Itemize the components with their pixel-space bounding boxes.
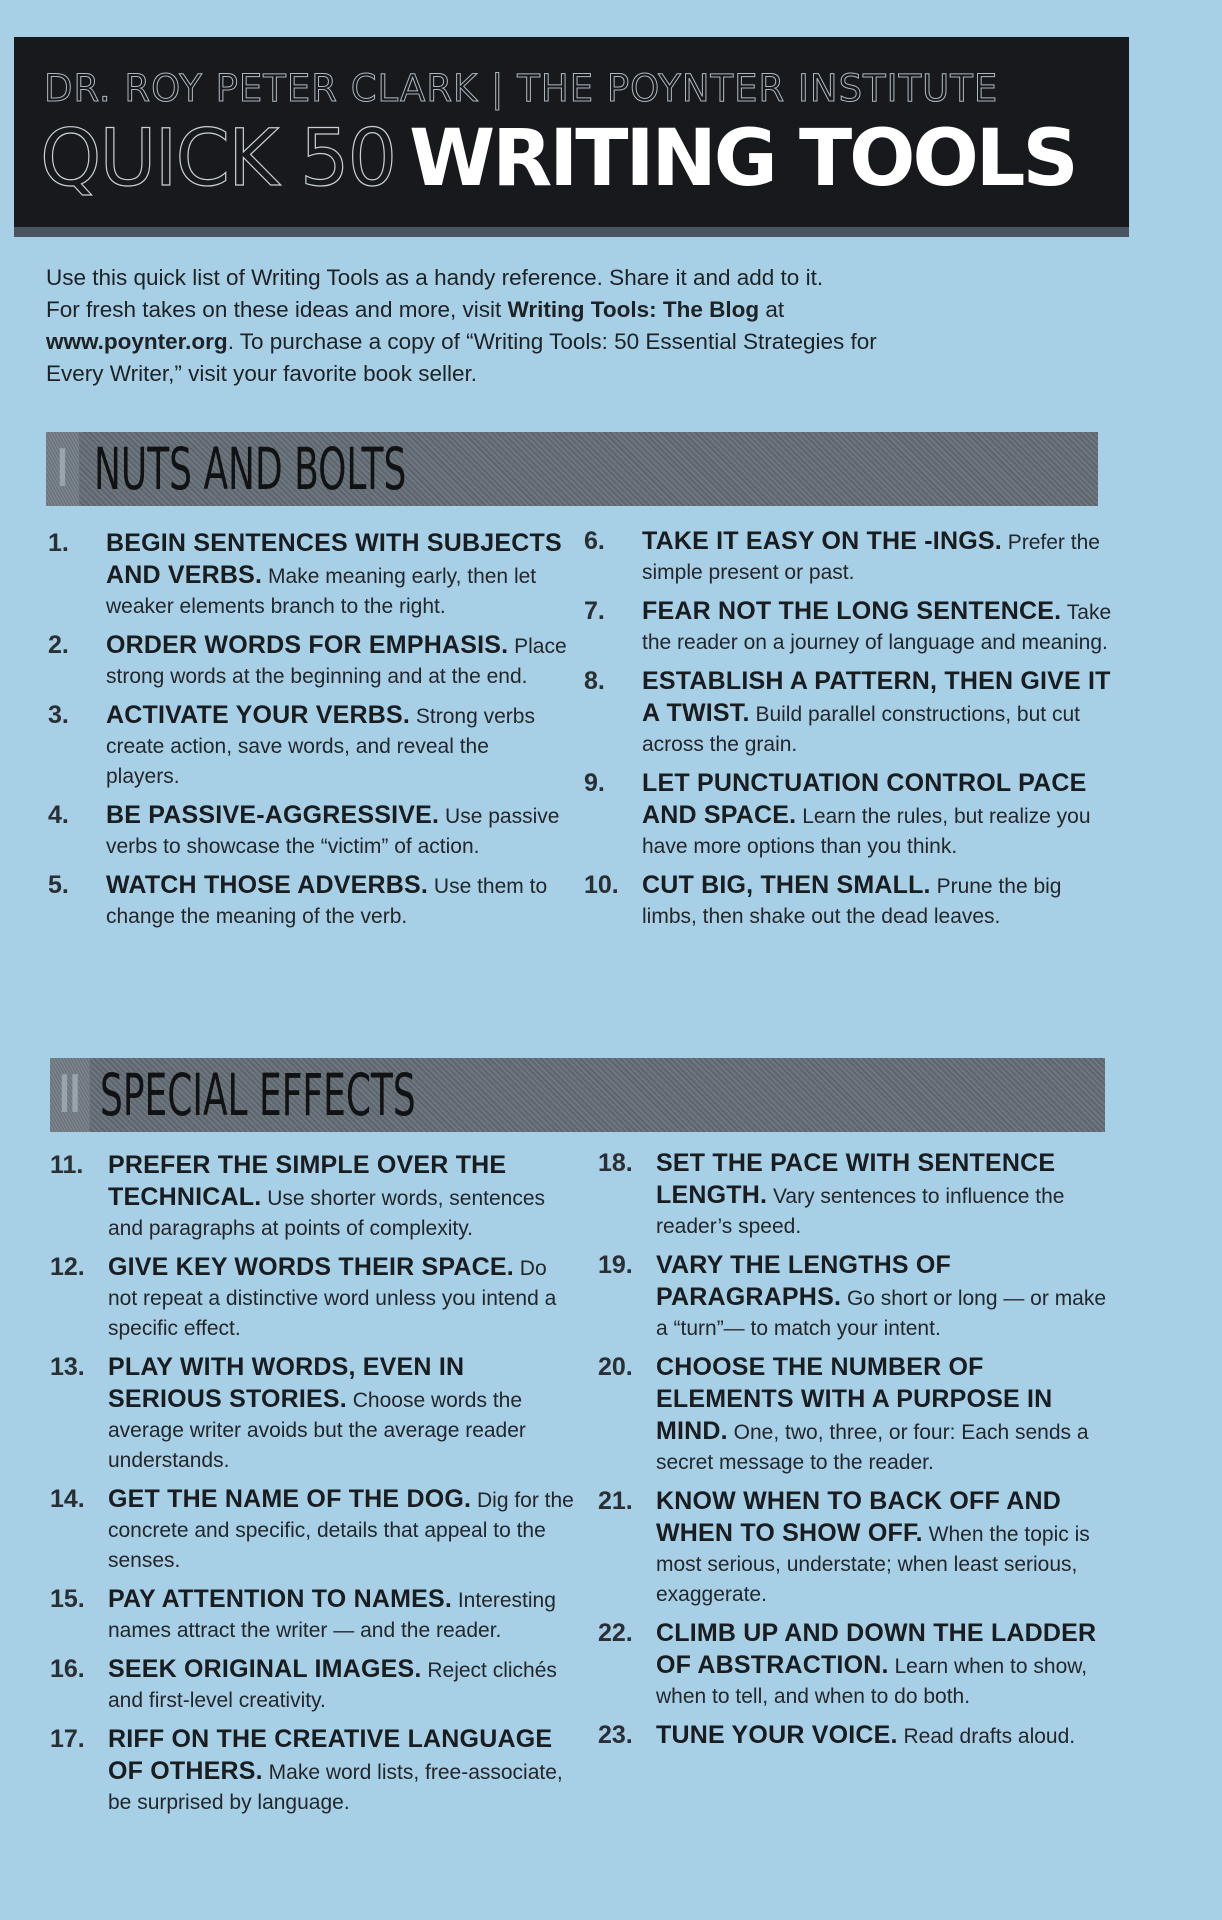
item-description: Go short or long — or make a “turn”— to match your intent. xyxy=(656,1287,1107,1340)
item-number: 11. xyxy=(50,1151,84,1179)
section-1-left-column xyxy=(48,528,568,940)
header-title-light: QUICK 50 xyxy=(40,114,396,204)
item-number: 12. xyxy=(50,1253,85,1281)
list-item xyxy=(48,800,568,862)
item-description: Make meaning early, then let weaker elements branch to the right. xyxy=(106,565,537,618)
item-number: 13. xyxy=(50,1353,85,1381)
list-item xyxy=(598,1486,1118,1610)
blog-link[interactable]: Writing Tools: The Blog xyxy=(507,297,760,322)
list-item xyxy=(598,1352,1118,1478)
list-item xyxy=(584,768,1114,862)
section-2-right-column xyxy=(598,1148,1118,1760)
item-description: Strong verbs create action, save words, and reveal the players. xyxy=(106,705,535,788)
item-title: GET THE NAME OF THE DOG. xyxy=(108,1485,472,1513)
item-description: Take the reader on a journey of language and meaning. xyxy=(642,601,1112,654)
section-1-right-column xyxy=(584,526,1114,940)
list-item xyxy=(50,1484,575,1576)
item-number: 6. xyxy=(584,527,605,555)
item-description: Use them to change the meaning of the verb. xyxy=(106,875,548,928)
item-number: 5. xyxy=(48,871,69,899)
list-item xyxy=(48,870,568,932)
item-description: Learn when to show, when to tell, and when to do both. xyxy=(656,1655,1088,1708)
item-description: Choose words the average writer avoids but the average reader understands. xyxy=(108,1389,526,1472)
intro-line-2 xyxy=(46,294,1086,326)
item-title: ORDER WORDS FOR EMPHASIS. xyxy=(106,631,509,659)
item-description: Learn the rules, but realize you have more options than you think. xyxy=(642,805,1091,858)
item-number: 18. xyxy=(598,1149,633,1177)
item-title: PAY ATTENTION TO NAMES. xyxy=(108,1585,452,1613)
list-item xyxy=(584,596,1114,658)
list-item xyxy=(48,700,568,792)
item-number: 23. xyxy=(598,1721,633,1749)
item-description: When the topic is most serious, understate; when least serious, exaggerate. xyxy=(656,1523,1090,1606)
intro-text: at xyxy=(759,297,785,322)
item-number: 4. xyxy=(48,801,69,829)
item-title: SET THE PACE WITH SENTENCE LENGTH. xyxy=(656,1149,1056,1209)
list-item xyxy=(50,1724,575,1818)
list-item xyxy=(584,526,1114,588)
item-title: TAKE IT EASY ON THE -INGS. xyxy=(642,527,1002,555)
item-title: KNOW WHEN TO BACK OFF AND WHEN TO SHOW OFF. xyxy=(656,1487,1061,1547)
item-title: GIVE KEY WORDS THEIR SPACE. xyxy=(108,1253,514,1281)
item-title: PLAY WITH WORDS, EVEN IN SERIOUS STORIES. xyxy=(108,1353,465,1413)
item-number: 2. xyxy=(48,631,69,659)
list-item xyxy=(48,528,568,622)
item-title: CUT BIG, THEN SMALL. xyxy=(642,871,931,899)
list-item xyxy=(50,1584,575,1646)
item-title: FEAR NOT THE LONG SENTENCE. xyxy=(642,597,1062,625)
list-item xyxy=(50,1352,575,1476)
section-header-nuts-and-bolts xyxy=(46,432,1098,506)
item-number: 20. xyxy=(598,1353,633,1381)
item-number: 8. xyxy=(584,667,605,695)
item-description: Dig for the concrete and specific, details that appeal to the senses. xyxy=(108,1489,574,1572)
list-item xyxy=(598,1720,1118,1752)
list-item xyxy=(50,1252,575,1344)
header-title-bold: WRITING TOOLS xyxy=(409,114,1076,204)
item-description: Prune the big limbs, then shake out the dead leaves. xyxy=(642,875,1062,928)
item-description: Prefer the simple present or past. xyxy=(642,531,1100,584)
item-title: BE PASSIVE-AGGRESSIVE. xyxy=(106,801,440,829)
section-numeral: II xyxy=(50,1058,90,1132)
list-item xyxy=(598,1148,1118,1242)
item-number: 1. xyxy=(48,529,69,557)
item-number: 17. xyxy=(50,1725,85,1753)
section-numeral: I xyxy=(46,432,79,506)
item-title: ESTABLISH A PATTERN, THEN GIVE IT A TWIST. xyxy=(642,667,1111,727)
item-title: ACTIVATE YOUR VERBS. xyxy=(106,701,411,729)
item-title: TUNE YOUR VOICE. xyxy=(656,1721,898,1749)
list-item xyxy=(598,1618,1118,1712)
item-description: Build parallel constructions, but cut across the grain. xyxy=(642,703,1080,756)
list-item xyxy=(598,1250,1118,1344)
section-title: NUTS AND BOLTS xyxy=(94,435,407,503)
item-number: 19. xyxy=(598,1251,633,1279)
item-description: Use shorter words, sentences and paragraphs at points of complexity. xyxy=(108,1187,546,1240)
item-description: Interesting names attract the writer — and the reader. xyxy=(108,1589,556,1642)
intro-text: . To purchase a copy of “Writing Tools: 50 Essential Strategies for xyxy=(227,329,877,354)
item-title: BEGIN SENTENCES WITH SUBJECTS AND VERBS. xyxy=(106,529,562,589)
item-description: Make word lists, free-associate, be surprised by language. xyxy=(108,1761,563,1814)
item-number: 14. xyxy=(50,1485,85,1513)
item-title: SEEK ORIGINAL IMAGES. xyxy=(108,1655,422,1683)
item-number: 7. xyxy=(584,597,605,625)
intro-text: For fresh takes on these ideas and more, visit xyxy=(46,297,508,322)
item-title: CLIMB UP AND DOWN THE LADDER OF ABSTRACTION. xyxy=(656,1619,1097,1679)
list-item xyxy=(50,1150,575,1244)
item-title: CHOOSE THE NUMBER OF ELEMENTS WITH A PURPOSE IN MIND. xyxy=(656,1353,1053,1445)
item-description: Do not repeat a distinctive word unless you intend a specific effect. xyxy=(108,1257,557,1340)
header-subtitle: DR. ROY PETER CLARK | THE POYNTER INSTITUTE xyxy=(44,67,999,110)
list-item xyxy=(48,630,568,692)
item-description: Reject clichés and first-level creativity. xyxy=(108,1659,557,1712)
list-item xyxy=(50,1654,575,1716)
list-item xyxy=(584,870,1114,932)
item-description: Use passive verbs to showcase the “victim” of action. xyxy=(106,805,560,858)
intro-line-3 xyxy=(46,326,1086,358)
section-2-left-column xyxy=(50,1150,575,1826)
item-number: 22. xyxy=(598,1619,633,1647)
item-title: VARY THE LENGTHS OF PARAGRAPHS. xyxy=(656,1251,952,1311)
item-description: Place strong words at the beginning and at the end. xyxy=(106,635,567,688)
item-description: One, two, three, or four: Each sends a secret message to the reader. xyxy=(656,1421,1089,1474)
item-description: Read drafts aloud. xyxy=(903,1725,1076,1748)
item-description: Vary sentences to influence the reader’s speed. xyxy=(656,1185,1065,1238)
item-number: 10. xyxy=(584,871,619,899)
item-number: 9. xyxy=(584,769,605,797)
header-title xyxy=(40,114,1076,204)
section-header-special-effects xyxy=(50,1058,1105,1132)
header-banner xyxy=(14,37,1129,237)
intro-line-1: Use this quick list of Writing Tools as a handy reference. Share it and add to it. xyxy=(46,265,824,290)
intro-paragraph xyxy=(46,262,1086,390)
item-number: 21. xyxy=(598,1487,633,1515)
item-title: RIFF ON THE CREATIVE LANGUAGE OF OTHERS. xyxy=(108,1725,553,1785)
item-title: LET PUNCTUATION CONTROL PACE AND SPACE. xyxy=(642,769,1087,829)
item-number: 3. xyxy=(48,701,69,729)
list-item xyxy=(584,666,1114,760)
item-number: 16. xyxy=(50,1655,85,1683)
item-title: PREFER THE SIMPLE OVER THE TECHNICAL. xyxy=(108,1151,507,1211)
item-title: WATCH THOSE ADVERBS. xyxy=(106,871,429,899)
item-number: 15. xyxy=(50,1585,85,1613)
website-link[interactable]: www.poynter.org xyxy=(46,329,228,354)
intro-line-4: Every Writer,” visit your favorite book seller. xyxy=(46,361,477,386)
section-title: SPECIAL EFFECTS xyxy=(100,1061,416,1129)
